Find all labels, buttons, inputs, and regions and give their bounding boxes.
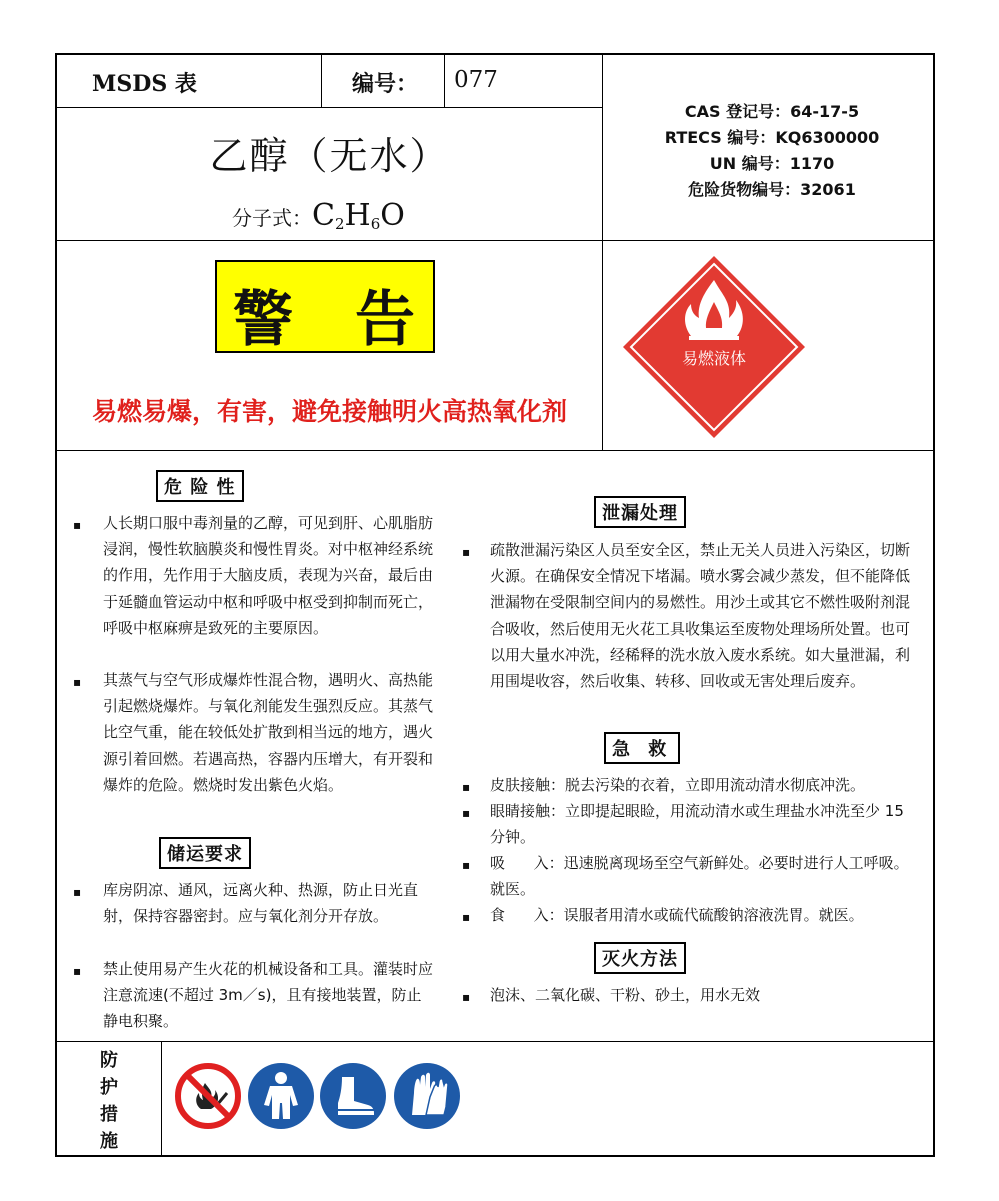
flammable-liquid-sign: [619, 252, 809, 442]
section-title-hazards: 危 险 性: [156, 470, 244, 502]
section-title-firefighting: 灭火方法: [594, 942, 686, 974]
warning-label: 告: [355, 285, 415, 355]
msds-sheet: [55, 53, 935, 1157]
formula-subscript: 2: [334, 215, 345, 234]
section-title-storage: 储运要求: [159, 837, 251, 869]
divider: [57, 240, 935, 241]
protective-suit-icon: [248, 1063, 314, 1129]
divider: [57, 1041, 935, 1042]
list-item: ▪ 疏散泄漏污染区人员至安全区，禁止无关人员进入污染区，切断火源。在确保安全情况下堵漏。喷水雾会减少蒸发，但不能降低泄漏物在受限制空间内的易燃性。用沙土或其它不燃性吸附剂混合吸收，然后使用无火花工具收集运至废物处理场所处置。也可以用大量水冲洗，经稀释的洗水放入废水系统。如大量泄漏，利用围堤收容，然后收集、转移、回收或无害处理后废弃。: [462, 541, 911, 691]
list-item: ▪ 禁止使用易产生火花的机械设备和工具。灌装时应注意流速(不超过 3m／s)，且有接地装置，防止静电积聚。: [73, 960, 434, 1031]
chemical-name: 乙醇（无水）: [209, 134, 450, 178]
section-title-first-aid: 急 救: [604, 732, 680, 764]
un-number: UN 编号：1170: [709, 154, 835, 173]
protective-gloves-icon: [394, 1063, 460, 1129]
protection-label: 防 护 措 施: [100, 1050, 118, 1152]
msds-label: MSDS 表: [92, 71, 197, 97]
list-item: ▪ 人长期口服中毒剂量的乙醇，可见到肝、心肌脂肪浸润，慢性软脑膜炎和慢性胃炎。对中枢神经系统的作用，先作用于大脑皮质，表现为兴奋，最后由于延髓血管运动中枢和呼吸中枢受到抑制而死亡，呼吸中枢麻痹是致死的主要原因。: [73, 514, 434, 637]
divider: [57, 107, 602, 108]
warning-label: 警: [233, 285, 293, 355]
divider: [602, 55, 603, 450]
dangerous-goods-number: 危险货物编号：32061: [688, 180, 856, 199]
warning-summary: 易燃易爆，有害，避免接触明火高热氧化剂: [91, 397, 567, 426]
list-item: ▪ 吸 入：迅速脱离现场至空气新鲜处。必要时进行人工呼吸。就医。: [462, 854, 909, 899]
no-fire-icon: [175, 1063, 241, 1129]
divider: [57, 450, 935, 451]
list-item: ▪ 泡沫、二氧化碳、干粉、砂土，用水无效: [462, 986, 761, 1004]
number-label: 编号：: [352, 71, 419, 97]
divider: [321, 55, 322, 107]
molecular-formula: [232, 198, 405, 233]
divider: [161, 1041, 162, 1157]
list-item: ▪ 皮肤接触：脱去污染的衣着，立即用流动清水彻底冲洗。: [462, 776, 866, 794]
hazard-sign-label: 易燃液体: [681, 349, 746, 368]
rtecs-number: RTECS 编号：KQ6300000: [664, 128, 880, 147]
divider: [444, 55, 445, 107]
formula-subscript: 6: [370, 215, 381, 234]
cas-number: CAS 登记号：64-17-5: [684, 102, 860, 121]
list-item: ▪ 库房阴凉、通风，远离火种、热源，防止日光直射，保持容器密封。应与氧化剂分开存放。: [73, 881, 419, 926]
section-title-spill: 泄漏处理: [594, 496, 686, 528]
formula-label: 分子式：: [232, 206, 312, 230]
warning-box: [215, 260, 435, 353]
formula-element: C: [312, 198, 335, 233]
safety-boots-icon: [320, 1063, 386, 1129]
list-item: ▪ 眼睛接触：立即提起眼睑，用流动清水或生理盐水冲洗至少 15 分钟。: [462, 802, 904, 847]
number-value: 077: [454, 67, 498, 93]
formula-element: O: [380, 198, 405, 233]
list-item: ▪ 其蒸气与空气形成爆炸性混合物，遇明火、高热能引起燃烧爆炸。与氧化剂能发生强烈反应。其蒸气比空气重，能在较低处扩散到相当远的地方，遇火源引着回燃。若遇高热，容器内压增大，有开裂和爆炸的危险。燃烧时发出紫色火焰。: [73, 671, 434, 794]
formula-element: H: [344, 198, 371, 233]
list-item: ▪ 食 入：误服者用清水或硫代硫酸钠溶液洗胃。就医。: [462, 906, 864, 924]
